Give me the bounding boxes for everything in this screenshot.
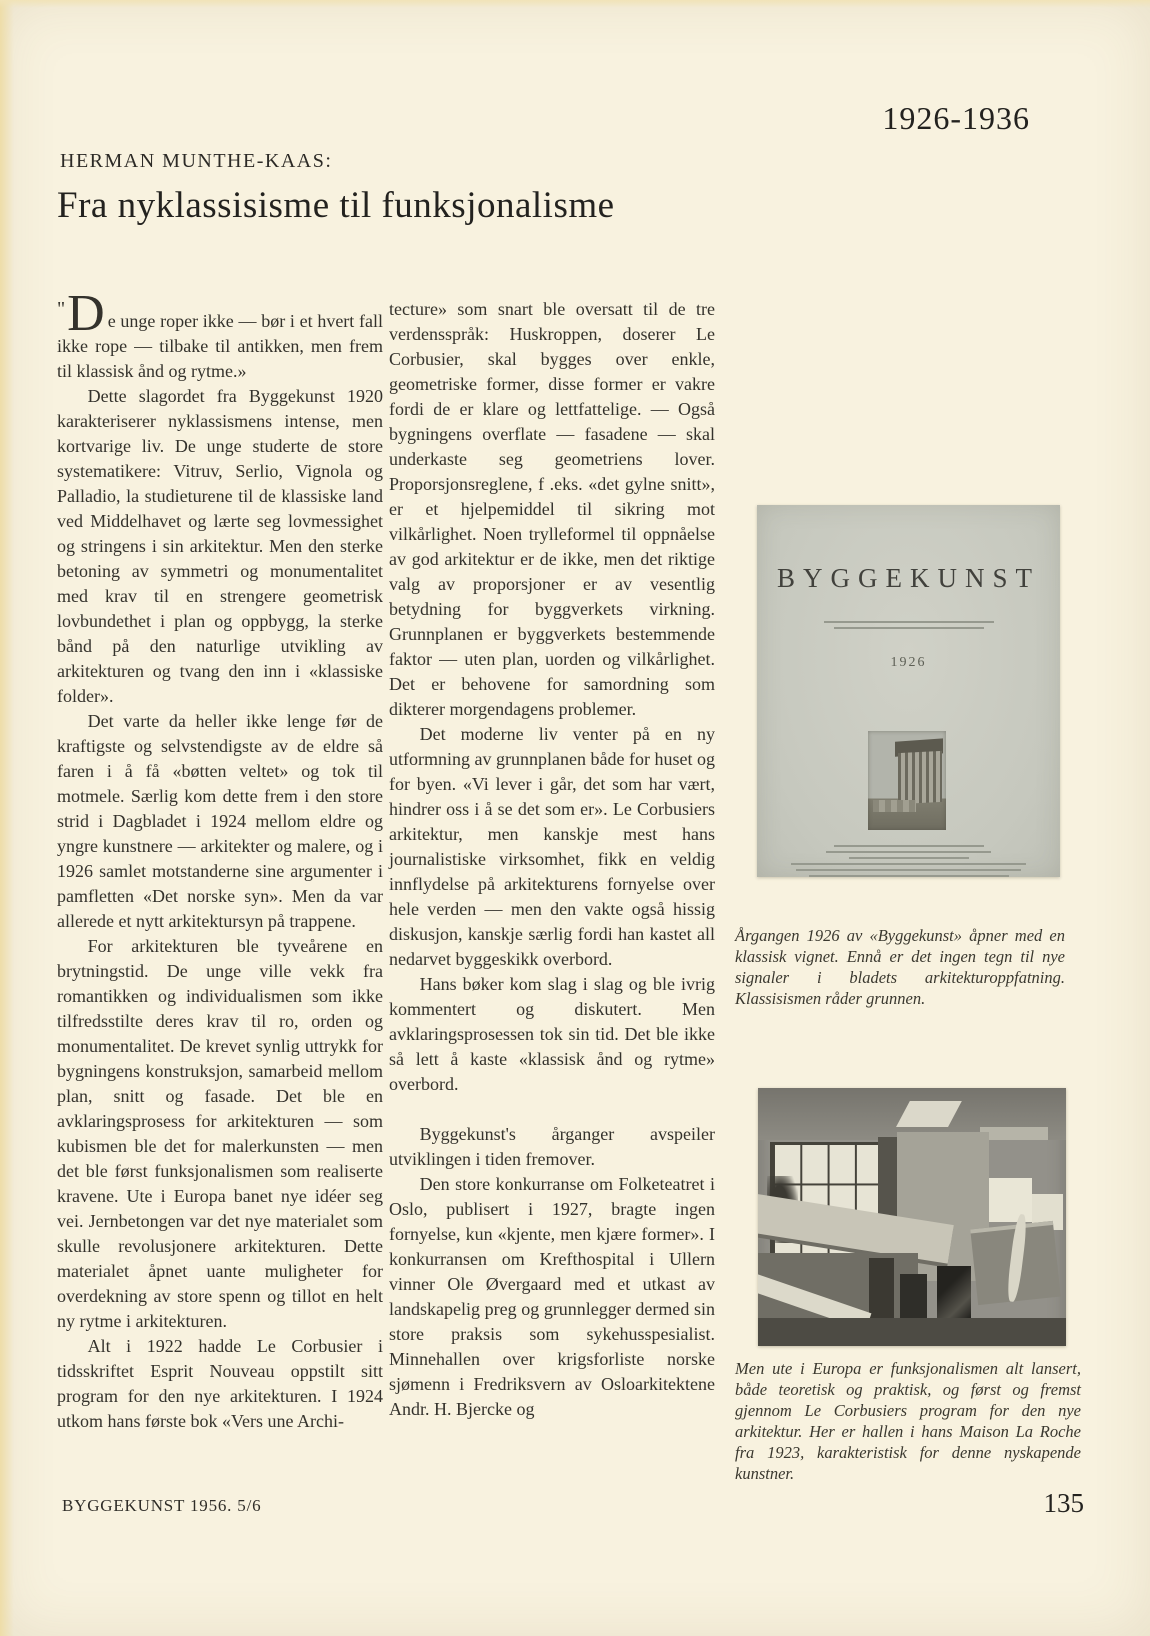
left-column bbox=[57, 285, 383, 1434]
lead-text: e unge roper ikke — bør i et hvert fall ikke rope — tilbake til antikken, men frem til klassisk ånd og rytme.» bbox=[57, 311, 383, 381]
maison-la-roche-photo bbox=[758, 1088, 1066, 1346]
cover-imprint-line bbox=[791, 863, 1026, 865]
cover-subtitle-lines bbox=[819, 617, 999, 633]
lead-paragraph bbox=[57, 285, 383, 384]
paragraph: Den store konkurranse om Folketeatret i Oslo, publisert i 1927, bragte ingen fornyelse, kun «kjente, men kjære former». I konkurransen om Krefthospital i Ullern vinner Ole Øvergaard med et utkast av landskapelig preg og grunnlegger dermed sin store praksis som sykehusspesialist. Minnehallen over krigsforliste norske sjømenn i Fredriksvern av Osloarkitektene Andr. H. Bjercke og bbox=[389, 1174, 715, 1419]
temple-rubble bbox=[873, 800, 916, 812]
cover-masthead: BYGGEKUNST bbox=[776, 563, 1040, 593]
cover-imprint-line bbox=[809, 875, 1009, 877]
temple-columns bbox=[898, 751, 942, 805]
paragraph: Alt i 1922 hadde Le Corbusier i tidsskriftet Esprit Nouveau oppstilt sitt program for den nye arkitekturen. I 1924 utkom hans første bok «Vers une Archi- bbox=[57, 1336, 383, 1431]
paragraph: For arkitekturen ble tyveårene en brytningstid. De unge ville vekk fra romantikken og individualismen som ikke tilfredsstilte deres krav til ro, orden og monumentalitet. De krevet synlig uttrykk for bygningens konstruksjon, samarbeid mellom plan, snitt og fasade. Det ble en avklaringsprosess for arkitekturen — som kubismen ble det for malerkunsten — men det ble først funksjonalismen som realiserte kravene. Ute i Europa banet nye idéer seg vei. Jernbetongen var det nye materialet som skulle revolusjonere arkitekturen. Dette materialet åpnet uante muligheter for overdekning av store spenn og tillot en helt ny rytme i arkitekturen. bbox=[57, 936, 383, 1331]
cover-subtitle-line bbox=[834, 627, 984, 629]
author-byline: HERMAN MUNTHE-KAAS: bbox=[60, 150, 333, 172]
photo-floor bbox=[758, 1318, 1066, 1346]
paragraph: Hans bøker kom slag i slag og ble ivrig kommentert og diskutert. Men avklaringsprosessen tok sin tid. Det ble ikke så lett å kaste «klassisk ånd og rytme» overbord. bbox=[389, 974, 715, 1094]
temple-photo bbox=[868, 731, 946, 830]
right-column bbox=[389, 297, 715, 1422]
cover-imprint-line bbox=[849, 857, 969, 859]
photo-opening bbox=[989, 1178, 1032, 1222]
period-heading: 1926-1936 bbox=[882, 100, 1030, 136]
paragraph: Byggekunst's årganger avspeiler utviklingen i tiden fremover. bbox=[389, 1124, 715, 1169]
article-title: Fra nyklassisisme til funksjonalisme bbox=[57, 185, 615, 226]
paragraph: tecture» som snart ble oversatt til de tre verdensspråk: Huskroppen, doserer Le Corbusier, skal bygges over enkle, geometriske former, disse former er vakre fordi de er klare og lettfattelige. — Også bygningens overflate — fasadene — skal underkaste seg geometriens lover. Proporsjonsreglene, f .eks. «det gylne snitt», er et hjelpemiddel til sikring mot vilkårlighet. Noen trylleformel til oppnåelse av god arkitektur er de ikke, men det riktige valg av proporsjoner er av vesentlig betydning for byggverkets virkning. Grunnplanen er byggverkets bestemmende faktor — uten plan, uorden og vilkårlighet. Det er behovene for samordning som dikterer morgendagens problemer. bbox=[389, 299, 715, 719]
cover-subtitle-line bbox=[824, 621, 994, 623]
paragraph: Det moderne liv venter på en ny utformning av grunnplanen både for huset og for byen. «Vi lever i går, det som har vært, hindrer oss i å se det som er». Le Corbusiers arkitektur, men kanskje mest hans journalistiske virksomhet, fikk en veldig innflydelse på arkitekturens fornyelse over hele verden — men den vakte også hissig diskusjon, kanskje særlig fordi han kastet all nedarvet byggeskikk overbord. bbox=[389, 724, 715, 969]
cover-year: 1926 bbox=[890, 655, 927, 670]
cover-imprint-lines bbox=[789, 841, 1029, 881]
lead-quote-mark: " bbox=[57, 298, 68, 320]
photo-clerestory bbox=[980, 1127, 1048, 1140]
interior-caption: Men ute i Europa er funksjonalismen alt lansert, både teoretisk og praktisk, og først og fremst gjennom Le Corbusiers program for den nye arkitektur. Her er hallen i hans Maison La Roche fra 1923, karakteristisk for denne nyskapende kunstner. bbox=[735, 1359, 1081, 1483]
cover-imprint-line bbox=[834, 845, 984, 847]
lead-dropcap: D bbox=[67, 285, 105, 342]
cover-caption: Årgangen 1926 av «Byggekunst» åpner med en klassisk vignet. Ennå er det ingen tegn til nye signaler i bladets arkitekturoppfatning. Klassisismen råder grunnen. bbox=[735, 926, 1065, 1008]
paragraph: Dette slagordet fra Byggekunst 1920 karakteriserer nyklassismens intense, men kortvarige liv. De unge studerte de store systematikere: Vitruv, Serlio, Vignola og Palladio, la studieturene til de klassiske land ved Middelhavet og lærte seg lovmessighet og stringens i sin arkitektur. Men den sterke betoning av symmetri og monumentalitet med krav til en strengere geometrisk lovbundethet i plan og oppbygg, la sterke bånd på den naturlige utvikling av arkitekturen og tvang den inn i «klassiske folder». bbox=[57, 386, 383, 706]
byggekunst-cover-image bbox=[757, 505, 1060, 877]
scan-edge-left bbox=[0, 0, 14, 1636]
paragraph: Det varte da heller ikke lenge før de kraftigste og selvstendigste av de eldre så faren i å få «bøtten veltet» og tok til motmele. Særlig kom dette frem i den store strid i Dagbladet i 1924 mellom eldre og yngre kunstnere — arkitekter og malere, og i 1926 samlet motstanderne sine argumenter i pamfletten «Det norske syn». Men da var allerede et nytt arkitektursyn på trappene. bbox=[57, 711, 383, 931]
cover-imprint-line bbox=[796, 869, 1021, 871]
scan-edge-top bbox=[0, 0, 1150, 8]
cover-imprint-line bbox=[826, 851, 991, 853]
journal-footer: BYGGEKUNST 1956. 5/6 bbox=[62, 1496, 262, 1515]
page-number: 135 bbox=[1043, 1488, 1084, 1518]
